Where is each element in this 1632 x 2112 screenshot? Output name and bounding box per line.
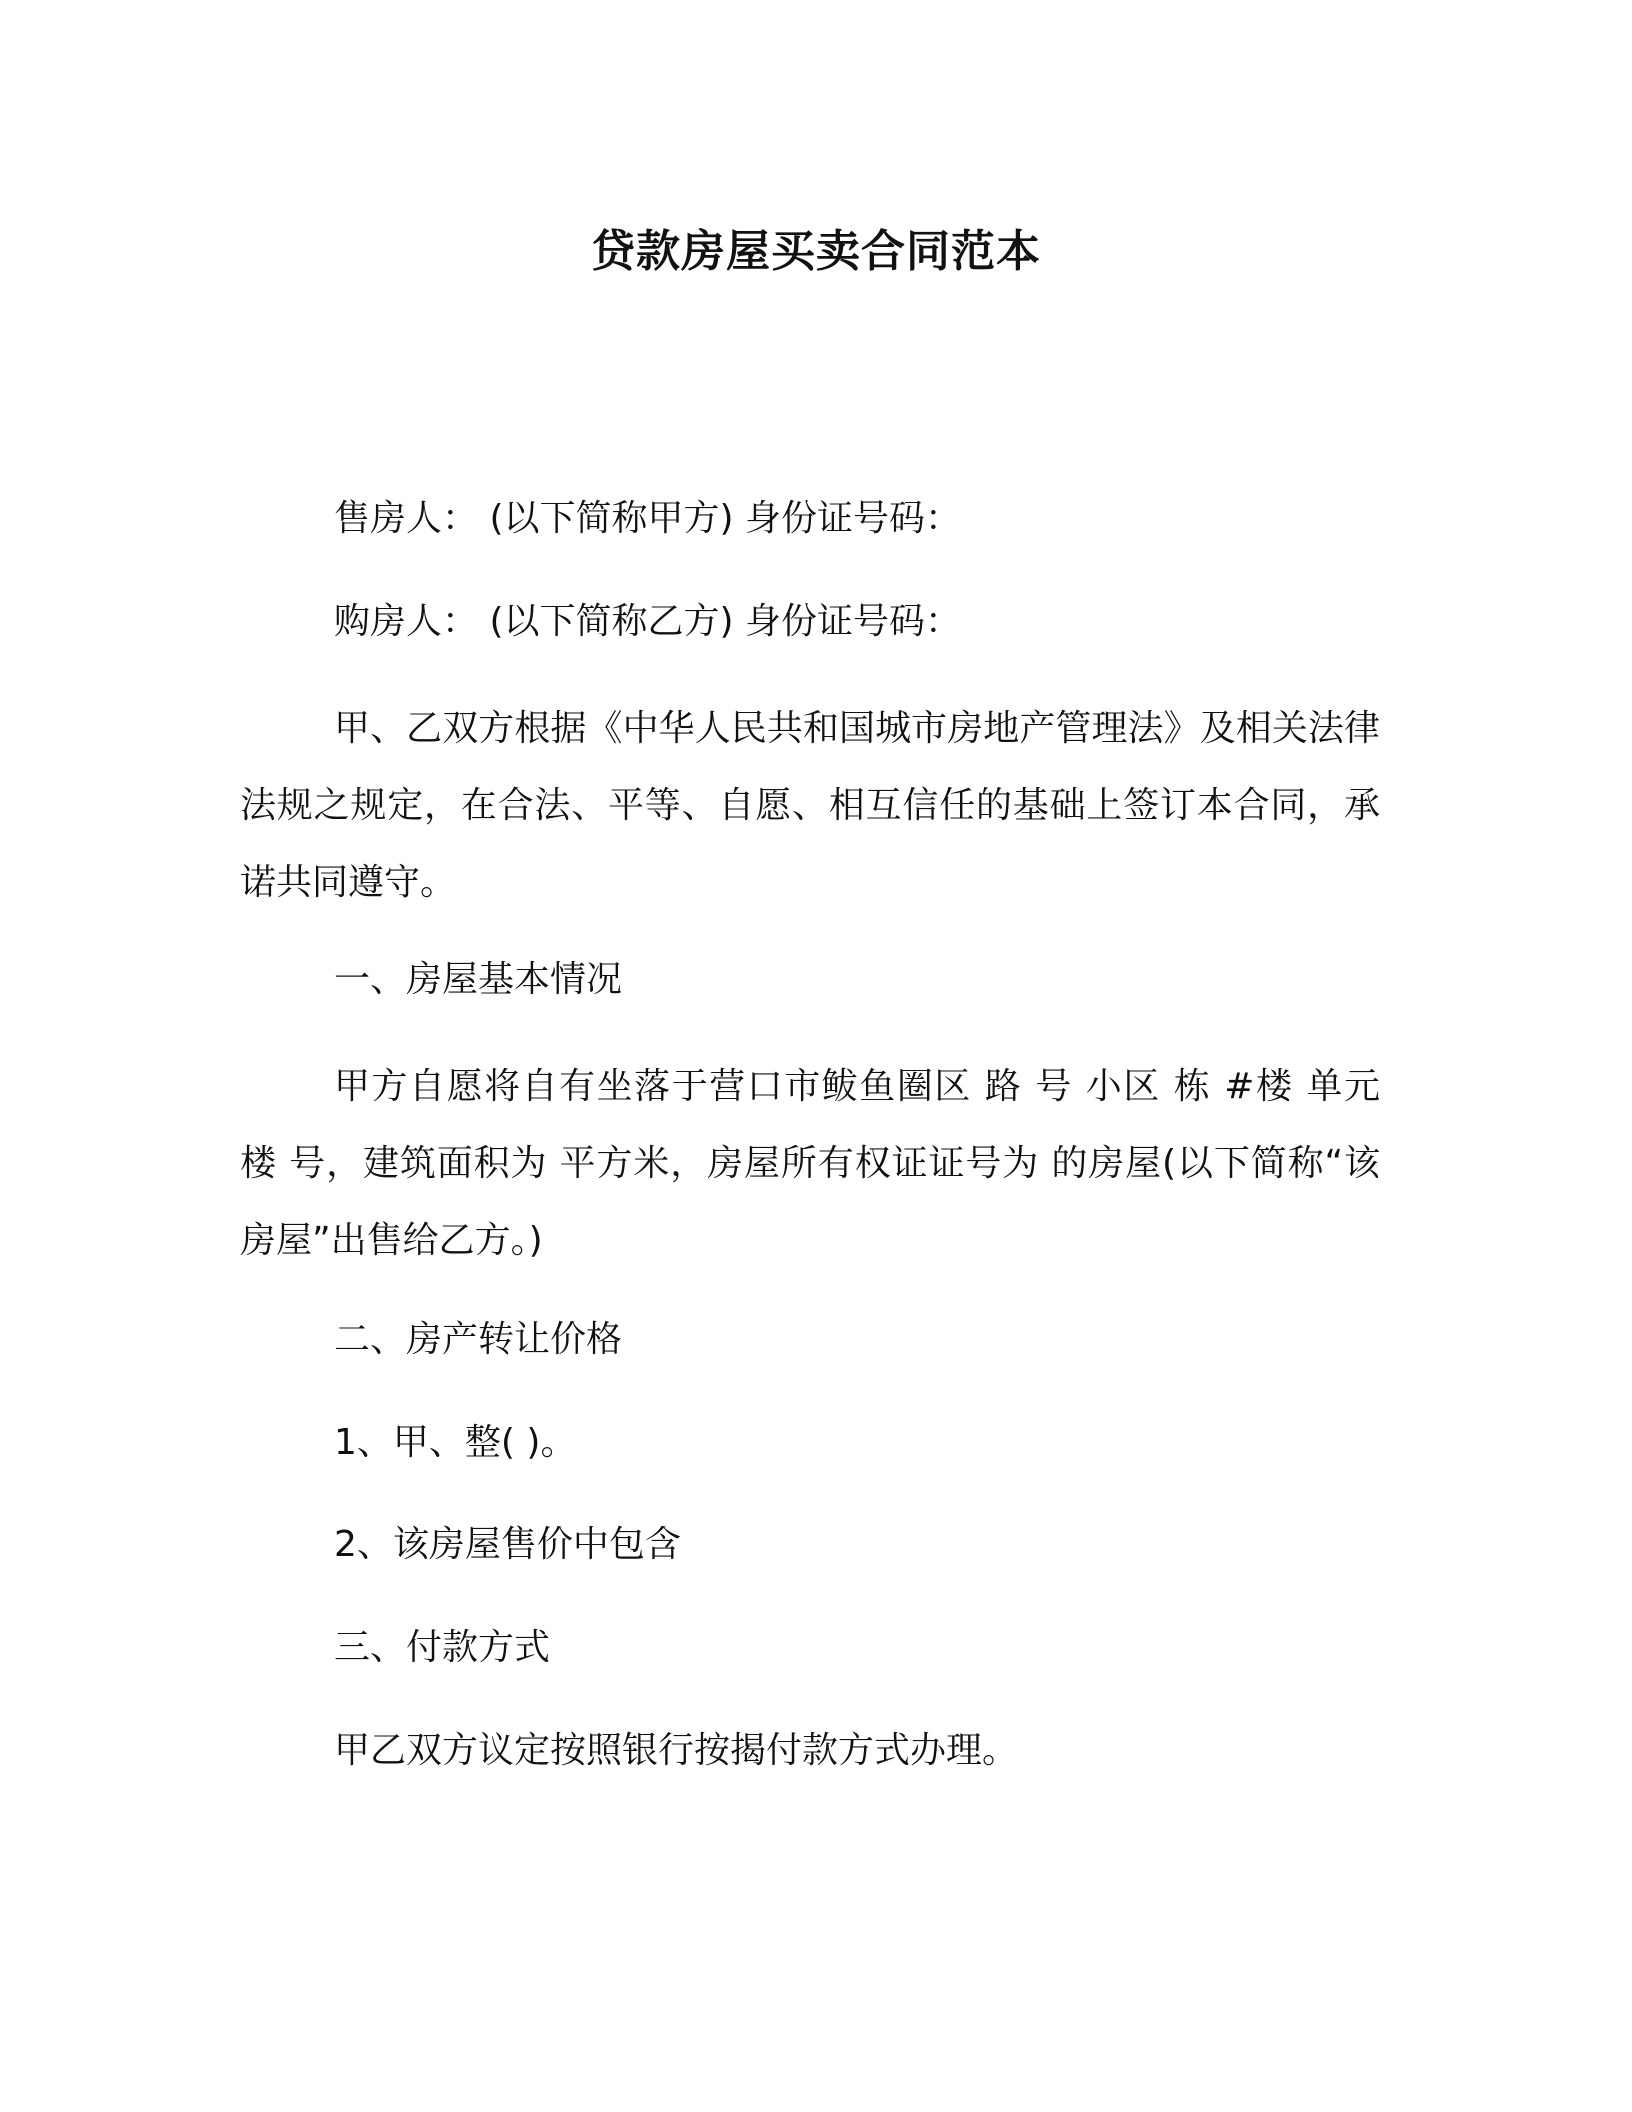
intro-paragraph: 甲、乙双方根据《中华人民共和国城市房地产管理法》及相关法律法规之规定，在合法、平等、自愿、相互信任的基础上签订本合同，承诺共同遵守。: [240, 708, 1380, 903]
section3-heading: 三、付款方式: [334, 1627, 551, 1668]
section3-paragraph: 甲乙双方议定按照银行按揭付款方式办理。: [334, 1730, 1019, 1771]
section2-item2: 2、该房屋售价中包含: [334, 1524, 681, 1565]
section1-heading: 一、房屋基本情况: [334, 959, 623, 1000]
section1-paragraph: 甲方自愿将自有坐落于营口市鲅鱼圈区 路 号 小区 栋 #楼 单元 楼 号，建筑面积为 平方米，房屋所有权证证号为 的房屋(以下简称“该房屋”出售给乙方。): [240, 1066, 1380, 1261]
page-title: 贷款房屋买卖合同范本: [591, 226, 1041, 277]
seller-line: 售房人： (以下简称甲方) 身份证号码：: [334, 498, 961, 539]
section2-item1: 1、甲、整( )。: [334, 1422, 577, 1463]
section2-heading: 二、房产转让价格: [334, 1319, 623, 1360]
buyer-line: 购房人： (以下简称乙方) 身份证号码：: [334, 601, 961, 642]
